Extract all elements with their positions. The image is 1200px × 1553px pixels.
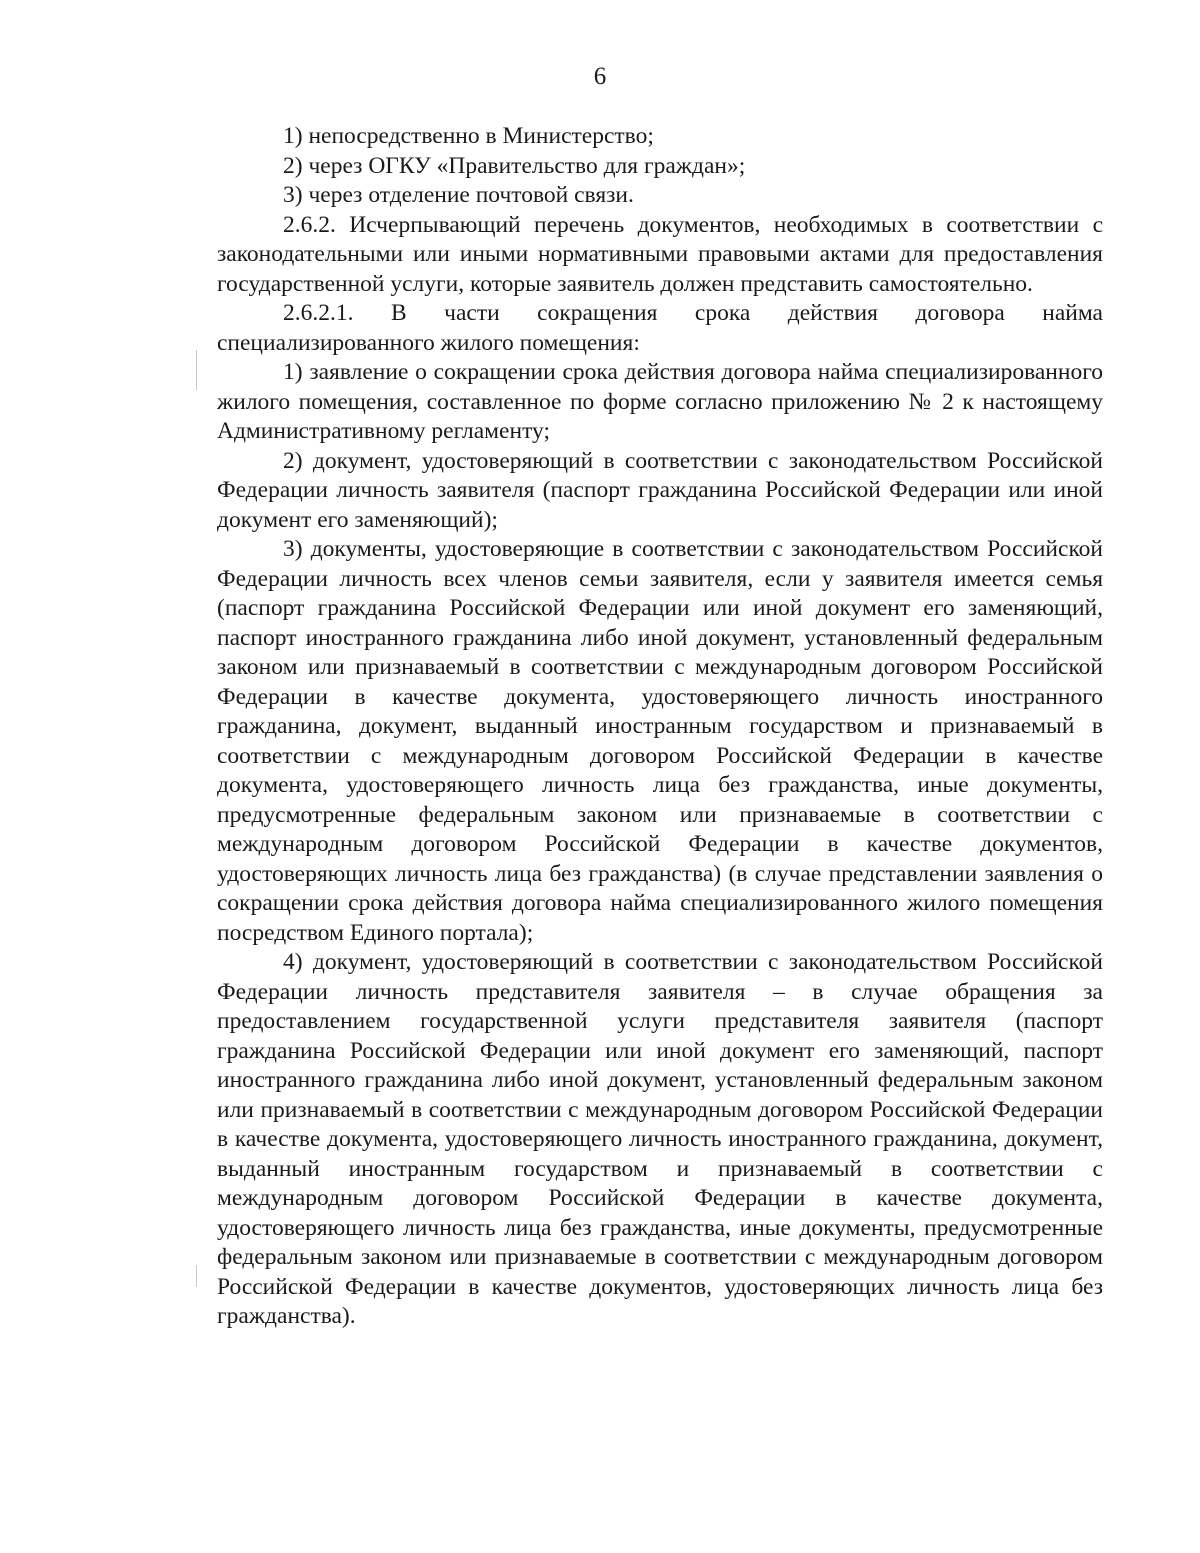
scan-margin-mark <box>196 1265 197 1287</box>
page-number: 6 <box>593 63 607 90</box>
document-item-2: 2) документ, удостоверяющий в соответствии с законодательством Российской Федерации личность заявителя (паспорт гражданина Российской Федерации или иной документ его заменяющий); <box>217 447 1103 533</box>
scan-margin-mark <box>196 350 197 390</box>
section-2-6-2: 2.6.2. Исчерпывающий перечень документов, необходимых в соответствии с законодательными или иными нормативными правовыми актами для предоставления государственной услуги, которые заявитель должен представить самостоятельно. <box>217 211 1103 297</box>
document-item-1: 1) заявление о сокращении срока действия договора найма специализированного жилого помещения, составленное по форме согласно приложению № 2 к настоящему Административному регламенту; <box>217 359 1103 444</box>
document-body <box>217 122 1103 1332</box>
list-item-post: 3) через отделение почтовой связи. <box>283 182 634 208</box>
section-2-6-2-1: 2.6.2.1. В части сокращения срока действия договора найма специализированного жилого помещения: <box>217 300 1103 356</box>
document-item-4: 4) документ, удостоверяющий в соответствии с законодательством Российской Федерации личность представителя заявителя – в случае обращения за предоставлением государственной услуги представителя заявителя (паспорт гражданина Российской Федерации или иной документ его заменяющий, паспорт иностранного гражданина либо иной документ, установленный федеральным законом или признаваемый в соответствии с международным договором Российской Федерации в качестве документа, удостоверяющего личность иностранного гражданина, документ, выданный иностранным государством и признаваемый в соответствии с международным договором Российской Федерации в качестве документа, удостоверяющего личность лица без гражданства, иные документы, предусмотренные федеральным законом или признаваемые в соответствии с международным договором Российской Федерации в качестве документов, удостоверяющих личность лица без гражданства). <box>217 949 1103 1329</box>
document-item-3: 3) документы, удостоверяющие в соответствии с законодательством Российской Федерации личность всех членов семьи заявителя, если у заявителя имеется семья (паспорт гражданина Российской Федерации или иной документ его заменяющий, паспорт иностранного гражданина либо иной документ, установленный федеральным законом или признаваемый в соответствии с международным договором Российской Федерации в качестве документа, удостоверяющего личность иностранного гражданина, документ, выданный иностранным государством и признаваемый в соответствии с международным договором Российской Федерации в качестве документа, удостоверяющего личность лица без гражданства, иные документы, предусмотренные федеральным законом или признаваемые в соответствии с международным договором Российской Федерации в качестве документов, удостоверяющих личность лица без гражданства) (в случае представлении заявления о сокращении срока действия договора найма специализированного жилого помещения посредством Единого портала); <box>217 536 1103 946</box>
list-item-ogku: 2) через ОГКУ «Правительство для граждан»; <box>283 152 746 179</box>
list-item-ministry: 1) непосредственно в Министерство; <box>283 123 654 149</box>
